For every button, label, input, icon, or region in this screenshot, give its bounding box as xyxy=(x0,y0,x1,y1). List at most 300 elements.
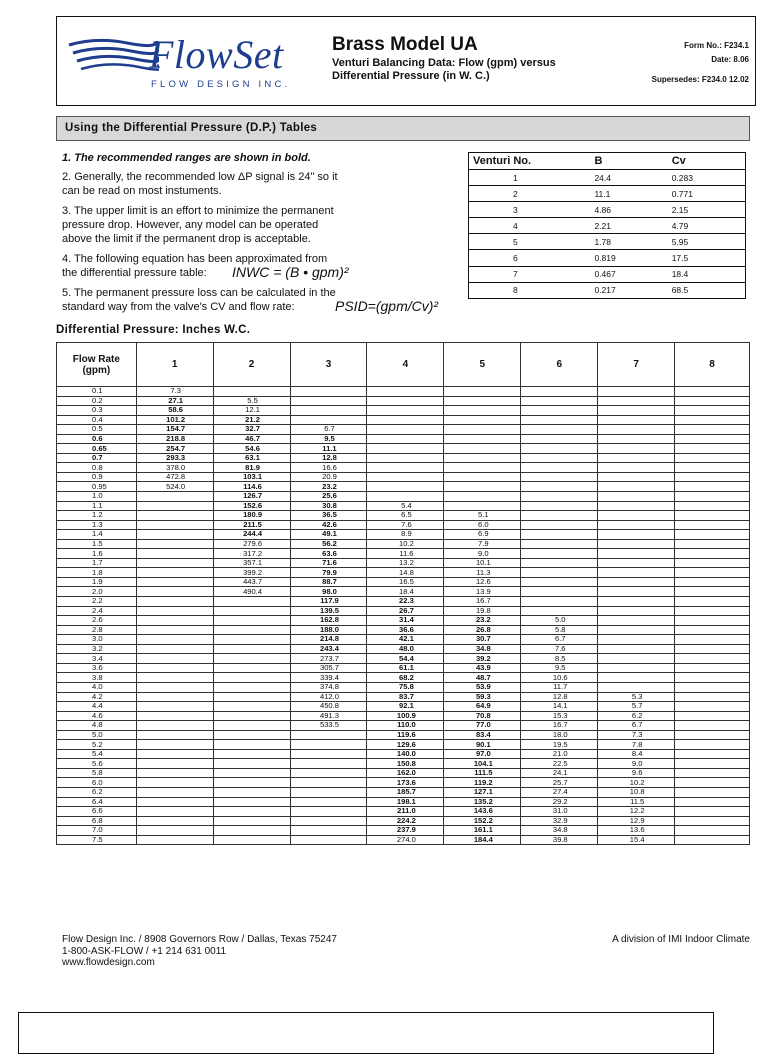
dp-value-cell: 12.8 xyxy=(290,453,367,463)
flow-rate-cell: 0.8 xyxy=(57,463,137,473)
venturi-row xyxy=(469,266,745,282)
dp-row xyxy=(57,816,750,826)
dp-row xyxy=(57,778,750,788)
dp-value-cell: 143.6 xyxy=(444,807,521,817)
flow-rate-cell: 1.6 xyxy=(57,549,137,559)
dp-value-cell: 15.3 xyxy=(521,711,598,721)
dp-value-cell: 11.5 xyxy=(598,797,675,807)
dp-value-cell: 26.7 xyxy=(367,606,444,616)
venturi-cell: 4.79 xyxy=(668,218,745,234)
dp-value-cell xyxy=(213,711,290,721)
dp-value-cell: 443.7 xyxy=(213,577,290,587)
dp-value-cell xyxy=(444,406,521,416)
dp-value-cell xyxy=(367,492,444,502)
dp-value-cell xyxy=(598,625,675,635)
dp-value-cell: 378.0 xyxy=(136,463,213,473)
footer-address xyxy=(62,934,337,969)
dp-value-cell: 140.0 xyxy=(367,749,444,759)
dp-row xyxy=(57,511,750,521)
dp-value-cell: 8.9 xyxy=(367,530,444,540)
dp-value-cell xyxy=(521,434,598,444)
logo-wordmark: FlowSet xyxy=(149,32,284,77)
dp-value-cell: 114.6 xyxy=(213,482,290,492)
flow-rate-cell: 2.2 xyxy=(57,597,137,607)
dp-value-cell xyxy=(136,740,213,750)
dp-value-cell: 22.3 xyxy=(367,597,444,607)
dp-value-cell xyxy=(598,606,675,616)
dp-value-cell xyxy=(367,453,444,463)
dp-value-cell: 16.7 xyxy=(444,597,521,607)
note-2-line2: can be read on most instuments. xyxy=(62,185,222,197)
dp-row xyxy=(57,444,750,454)
dp-value-cell xyxy=(136,587,213,597)
dp-value-cell: 63.1 xyxy=(213,453,290,463)
venturi-column-header: 5 xyxy=(444,343,521,387)
dp-value-cell xyxy=(213,682,290,692)
dp-row xyxy=(57,663,750,673)
dp-value-cell: 110.0 xyxy=(367,721,444,731)
dp-row xyxy=(57,415,750,425)
flow-rate-cell: 4.8 xyxy=(57,721,137,731)
dp-value-cell: 111.5 xyxy=(444,768,521,778)
dp-value-cell xyxy=(367,425,444,435)
dp-value-cell xyxy=(598,577,675,587)
dp-row xyxy=(57,472,750,482)
dp-value-cell xyxy=(213,730,290,740)
flow-rate-cell: 1.7 xyxy=(57,558,137,568)
dp-value-cell: 36.5 xyxy=(290,511,367,521)
venturi-cell: 4.86 xyxy=(590,202,667,218)
dp-value-cell: 6.7 xyxy=(290,425,367,435)
dp-value-cell: 450.8 xyxy=(290,702,367,712)
dp-value-cell xyxy=(675,511,750,521)
venturi-row xyxy=(469,234,745,250)
dp-value-cell: 214.8 xyxy=(290,635,367,645)
dp-value-cell xyxy=(213,692,290,702)
dp-value-cell xyxy=(675,702,750,712)
dp-value-cell xyxy=(675,740,750,750)
dp-value-cell xyxy=(598,453,675,463)
dp-value-cell xyxy=(521,444,598,454)
dp-value-cell: 25.6 xyxy=(290,492,367,502)
dp-value-cell xyxy=(675,807,750,817)
dp-value-cell xyxy=(444,482,521,492)
dp-value-cell: 11.6 xyxy=(367,549,444,559)
dp-value-cell: 24.1 xyxy=(521,768,598,778)
dp-value-cell: 90.1 xyxy=(444,740,521,750)
dp-value-cell xyxy=(675,778,750,788)
dp-value-cell xyxy=(444,444,521,454)
dp-row xyxy=(57,759,750,769)
flow-rate-cell: 6.4 xyxy=(57,797,137,807)
dp-value-cell xyxy=(675,721,750,731)
dp-value-cell xyxy=(136,835,213,845)
dp-value-cell xyxy=(136,616,213,626)
dp-row xyxy=(57,406,750,416)
venturi-col-header: Cv xyxy=(668,153,745,170)
dp-value-cell: 243.4 xyxy=(290,644,367,654)
dp-value-cell xyxy=(675,549,750,559)
dp-value-cell xyxy=(598,663,675,673)
form-number: Form No.: F234.1 xyxy=(684,41,749,50)
dp-value-cell: 9.0 xyxy=(598,759,675,769)
dp-value-cell xyxy=(675,787,750,797)
dp-value-cell xyxy=(521,415,598,425)
dp-value-cell xyxy=(213,807,290,817)
dp-value-cell xyxy=(136,492,213,502)
dp-value-cell xyxy=(521,597,598,607)
dp-value-cell xyxy=(598,568,675,578)
dp-value-cell xyxy=(675,759,750,769)
dp-row xyxy=(57,635,750,645)
venturi-column-header: 8 xyxy=(675,343,750,387)
dp-value-cell xyxy=(521,482,598,492)
flow-rate-header: Flow Rate (gpm) xyxy=(57,343,137,387)
document-header xyxy=(56,16,756,106)
dp-value-cell xyxy=(290,768,367,778)
dp-value-cell xyxy=(675,453,750,463)
dp-value-cell xyxy=(598,406,675,416)
dp-value-cell xyxy=(598,472,675,482)
dp-row xyxy=(57,530,750,540)
dp-value-cell xyxy=(521,453,598,463)
dp-value-cell xyxy=(136,702,213,712)
dp-value-cell: 162.8 xyxy=(290,616,367,626)
dp-row xyxy=(57,644,750,654)
company-logo xyxy=(67,29,327,99)
dp-table-title: Differential Pressure: Inches W.C. xyxy=(56,324,251,336)
note-5-line2: standard way from the valve's CV and flow rate: xyxy=(62,301,295,313)
dp-value-cell: 18.0 xyxy=(521,730,598,740)
dp-value-cell: 88.7 xyxy=(290,577,367,587)
dp-value-cell xyxy=(521,396,598,406)
dp-value-cell: 117.9 xyxy=(290,597,367,607)
dp-value-cell xyxy=(598,635,675,645)
dp-value-cell: 31.4 xyxy=(367,616,444,626)
dp-value-cell: 12.1 xyxy=(213,406,290,416)
dp-value-cell: 180.9 xyxy=(213,511,290,521)
venturi-column-header: 1 xyxy=(136,343,213,387)
dp-value-cell xyxy=(598,520,675,530)
dp-row xyxy=(57,702,750,712)
dp-value-cell: 129.6 xyxy=(367,740,444,750)
dp-value-cell: 25.7 xyxy=(521,778,598,788)
dp-value-cell: 150.8 xyxy=(367,759,444,769)
dp-value-cell xyxy=(598,492,675,502)
dp-value-cell xyxy=(675,826,750,836)
dp-value-cell xyxy=(367,434,444,444)
dp-value-cell xyxy=(136,816,213,826)
dp-value-cell xyxy=(136,807,213,817)
dp-value-cell: 412.0 xyxy=(290,692,367,702)
dp-value-cell: 5.0 xyxy=(521,616,598,626)
dp-value-cell xyxy=(675,501,750,511)
dp-value-cell: 14.8 xyxy=(367,568,444,578)
dp-value-cell xyxy=(290,835,367,845)
venturi-cell: 4 xyxy=(469,218,590,234)
dp-value-cell xyxy=(136,530,213,540)
dp-value-cell xyxy=(367,482,444,492)
dp-value-cell: 244.4 xyxy=(213,530,290,540)
dp-value-cell xyxy=(675,482,750,492)
dp-value-cell xyxy=(444,387,521,397)
dp-value-cell xyxy=(290,396,367,406)
dp-value-cell: 58.6 xyxy=(136,406,213,416)
dp-value-cell xyxy=(675,835,750,845)
dp-value-cell: 16.5 xyxy=(367,577,444,587)
dp-value-cell: 103.1 xyxy=(213,472,290,482)
dp-value-cell: 274.0 xyxy=(367,835,444,845)
dp-value-cell: 19.5 xyxy=(521,740,598,750)
venturi-cell: 1 xyxy=(469,170,590,186)
venturi-cell: 17.5 xyxy=(668,250,745,266)
dp-value-cell: 39.8 xyxy=(521,835,598,845)
dp-value-cell xyxy=(367,472,444,482)
dp-value-cell: 48.7 xyxy=(444,673,521,683)
flow-rate-cell: 0.2 xyxy=(57,396,137,406)
dp-value-cell: 7.9 xyxy=(444,539,521,549)
flow-rate-cell: 1.0 xyxy=(57,492,137,502)
dp-value-cell xyxy=(675,597,750,607)
dp-value-cell xyxy=(675,492,750,502)
note-2-line1: 2. Generally, the recommended low ΔP signal is 24" so it xyxy=(62,171,338,183)
dp-value-cell xyxy=(136,501,213,511)
dp-row xyxy=(57,396,750,406)
dp-value-cell xyxy=(521,539,598,549)
dp-value-cell xyxy=(675,577,750,587)
dp-value-cell: 79.9 xyxy=(290,568,367,578)
dp-value-cell xyxy=(675,568,750,578)
dp-value-cell xyxy=(675,730,750,740)
dp-value-cell: 21.0 xyxy=(521,749,598,759)
dp-value-cell xyxy=(675,444,750,454)
dp-row xyxy=(57,768,750,778)
dp-row xyxy=(57,711,750,721)
dp-row xyxy=(57,797,750,807)
dp-value-cell xyxy=(521,587,598,597)
flow-rate-cell: 1.5 xyxy=(57,539,137,549)
dp-value-cell xyxy=(136,768,213,778)
dp-value-cell: 22.5 xyxy=(521,759,598,769)
dp-value-cell xyxy=(290,778,367,788)
dp-value-cell xyxy=(521,492,598,502)
dp-value-cell: 10.2 xyxy=(598,778,675,788)
dp-row xyxy=(57,425,750,435)
dp-value-cell xyxy=(598,549,675,559)
dp-value-cell: 12.6 xyxy=(444,577,521,587)
dp-value-cell xyxy=(290,730,367,740)
dp-value-cell xyxy=(444,492,521,502)
dp-value-cell xyxy=(675,463,750,473)
flow-rate-cell: 0.65 xyxy=(57,444,137,454)
dp-value-cell: 63.6 xyxy=(290,549,367,559)
flow-rate-cell: 3.0 xyxy=(57,635,137,645)
dp-value-cell xyxy=(675,816,750,826)
dp-value-cell: 339.4 xyxy=(290,673,367,683)
dp-value-cell: 83.4 xyxy=(444,730,521,740)
venturi-row xyxy=(469,202,745,218)
dp-value-cell xyxy=(675,539,750,549)
dp-row xyxy=(57,730,750,740)
dp-value-cell: 6.5 xyxy=(367,511,444,521)
dp-value-cell: 154.7 xyxy=(136,425,213,435)
venturi-cell: 2.15 xyxy=(668,202,745,218)
dp-value-cell xyxy=(521,472,598,482)
flow-rate-cell: 4.4 xyxy=(57,702,137,712)
venturi-row xyxy=(469,218,745,234)
dp-value-cell: 5.7 xyxy=(598,702,675,712)
dp-value-cell: 119.6 xyxy=(367,730,444,740)
dp-value-cell xyxy=(521,530,598,540)
flow-rate-cell: 5.8 xyxy=(57,768,137,778)
dp-value-cell: 14.1 xyxy=(521,702,598,712)
flow-rate-cell: 5.6 xyxy=(57,759,137,769)
venturi-cell: 5.95 xyxy=(668,234,745,250)
dp-value-cell xyxy=(598,654,675,664)
dp-value-cell: 42.1 xyxy=(367,635,444,645)
dp-value-cell xyxy=(136,644,213,654)
dp-value-cell: 152.6 xyxy=(213,501,290,511)
dp-value-cell: 32.7 xyxy=(213,425,290,435)
dp-value-cell: 6.7 xyxy=(598,721,675,731)
dp-value-cell xyxy=(598,682,675,692)
dp-value-cell xyxy=(675,635,750,645)
dp-value-cell: 43.9 xyxy=(444,663,521,673)
dp-value-cell xyxy=(598,396,675,406)
flow-rate-cell: 1.2 xyxy=(57,511,137,521)
dp-value-cell: 36.6 xyxy=(367,625,444,635)
dp-value-cell xyxy=(521,425,598,435)
dp-value-cell xyxy=(290,406,367,416)
dp-value-cell: 5.8 xyxy=(521,625,598,635)
dp-value-cell: 12.8 xyxy=(521,692,598,702)
dp-value-cell: 7.8 xyxy=(598,740,675,750)
dp-value-cell: 10.8 xyxy=(598,787,675,797)
dp-row xyxy=(57,749,750,759)
dp-value-cell xyxy=(598,644,675,654)
note-4-line1: 4. The following equation has been approximated from xyxy=(62,253,328,265)
venturi-header-row xyxy=(469,153,745,170)
dp-value-cell: 11.3 xyxy=(444,568,521,578)
flow-rate-cell: 3.4 xyxy=(57,654,137,664)
dp-value-cell: 9.5 xyxy=(290,434,367,444)
dp-table xyxy=(56,342,750,845)
dp-value-cell xyxy=(675,616,750,626)
dp-value-cell: 56.2 xyxy=(290,539,367,549)
dp-value-cell xyxy=(675,558,750,568)
flow-rate-cell: 4.6 xyxy=(57,711,137,721)
dp-value-cell: 29.2 xyxy=(521,797,598,807)
flow-rate-cell: 7.0 xyxy=(57,826,137,836)
footer-division: A division of IMI Indoor Climate xyxy=(612,934,750,945)
dp-value-cell: 524.0 xyxy=(136,482,213,492)
dp-value-cell xyxy=(521,463,598,473)
dp-row xyxy=(57,549,750,559)
dp-value-cell: 32.9 xyxy=(521,816,598,826)
dp-value-cell xyxy=(136,635,213,645)
dp-value-cell xyxy=(136,568,213,578)
flow-waves-icon xyxy=(67,35,159,81)
bottom-frame xyxy=(18,1012,714,1054)
dp-value-cell xyxy=(290,787,367,797)
flow-rate-cell: 0.7 xyxy=(57,453,137,463)
dp-value-cell xyxy=(675,387,750,397)
dp-value-cell xyxy=(675,606,750,616)
dp-row xyxy=(57,721,750,731)
venturi-cell: 3 xyxy=(469,202,590,218)
dp-value-cell: 12.2 xyxy=(598,807,675,817)
dp-value-cell xyxy=(598,501,675,511)
dp-value-cell xyxy=(136,749,213,759)
dp-value-cell: 5.4 xyxy=(367,501,444,511)
dp-value-cell: 399.2 xyxy=(213,568,290,578)
dp-value-cell: 54.4 xyxy=(367,654,444,664)
dp-value-cell xyxy=(136,826,213,836)
document-subtitle-line2: Differential Pressure (in W. C.) xyxy=(332,70,490,82)
dp-value-cell: 7.6 xyxy=(367,520,444,530)
flow-rate-cell: 6.2 xyxy=(57,787,137,797)
dp-value-cell: 135.2 xyxy=(444,797,521,807)
dp-value-cell: 8.4 xyxy=(598,749,675,759)
dp-value-cell: 100.9 xyxy=(367,711,444,721)
flow-rate-cell: 3.6 xyxy=(57,663,137,673)
supersedes: Supersedes: F234.0 12.02 xyxy=(651,75,749,84)
dp-value-cell xyxy=(675,530,750,540)
flow-rate-cell: 0.9 xyxy=(57,472,137,482)
flow-rate-cell: 1.1 xyxy=(57,501,137,511)
dp-value-cell xyxy=(521,520,598,530)
dp-value-cell: 6.9 xyxy=(444,530,521,540)
dp-value-cell xyxy=(213,644,290,654)
dp-value-cell xyxy=(136,759,213,769)
note-1: 1. The recommended ranges are shown in bold. xyxy=(62,152,311,164)
dp-value-cell xyxy=(290,826,367,836)
dp-value-cell xyxy=(213,835,290,845)
dp-value-cell xyxy=(675,711,750,721)
dp-value-cell xyxy=(136,558,213,568)
venturi-cell: 1.78 xyxy=(590,234,667,250)
dp-value-cell xyxy=(213,606,290,616)
dp-value-cell: 13.9 xyxy=(444,587,521,597)
dp-value-cell: 71.6 xyxy=(290,558,367,568)
footer-website: www.flowdesign.com xyxy=(62,957,155,968)
dp-value-cell xyxy=(213,787,290,797)
dp-value-cell: 126.7 xyxy=(213,492,290,502)
dp-value-cell xyxy=(136,721,213,731)
dp-value-cell: 237.9 xyxy=(367,826,444,836)
dp-value-cell: 13.6 xyxy=(598,826,675,836)
dp-value-cell xyxy=(444,425,521,435)
dp-value-cell xyxy=(675,396,750,406)
flow-rate-cell: 6.6 xyxy=(57,807,137,817)
dp-value-cell xyxy=(136,511,213,521)
dp-value-cell xyxy=(213,721,290,731)
dp-row xyxy=(57,740,750,750)
flow-rate-cell: 7.5 xyxy=(57,835,137,845)
dp-value-cell: 104.1 xyxy=(444,759,521,769)
dp-value-cell xyxy=(675,673,750,683)
dp-value-cell: 5.3 xyxy=(598,692,675,702)
dp-value-cell: 39.2 xyxy=(444,654,521,664)
dp-value-cell: 70.8 xyxy=(444,711,521,721)
dp-value-cell xyxy=(290,816,367,826)
dp-value-cell xyxy=(598,511,675,521)
dp-value-cell xyxy=(213,673,290,683)
dp-value-cell: 68.2 xyxy=(367,673,444,683)
dp-value-cell xyxy=(598,587,675,597)
dp-value-cell: 18.4 xyxy=(367,587,444,597)
dp-value-cell xyxy=(444,396,521,406)
